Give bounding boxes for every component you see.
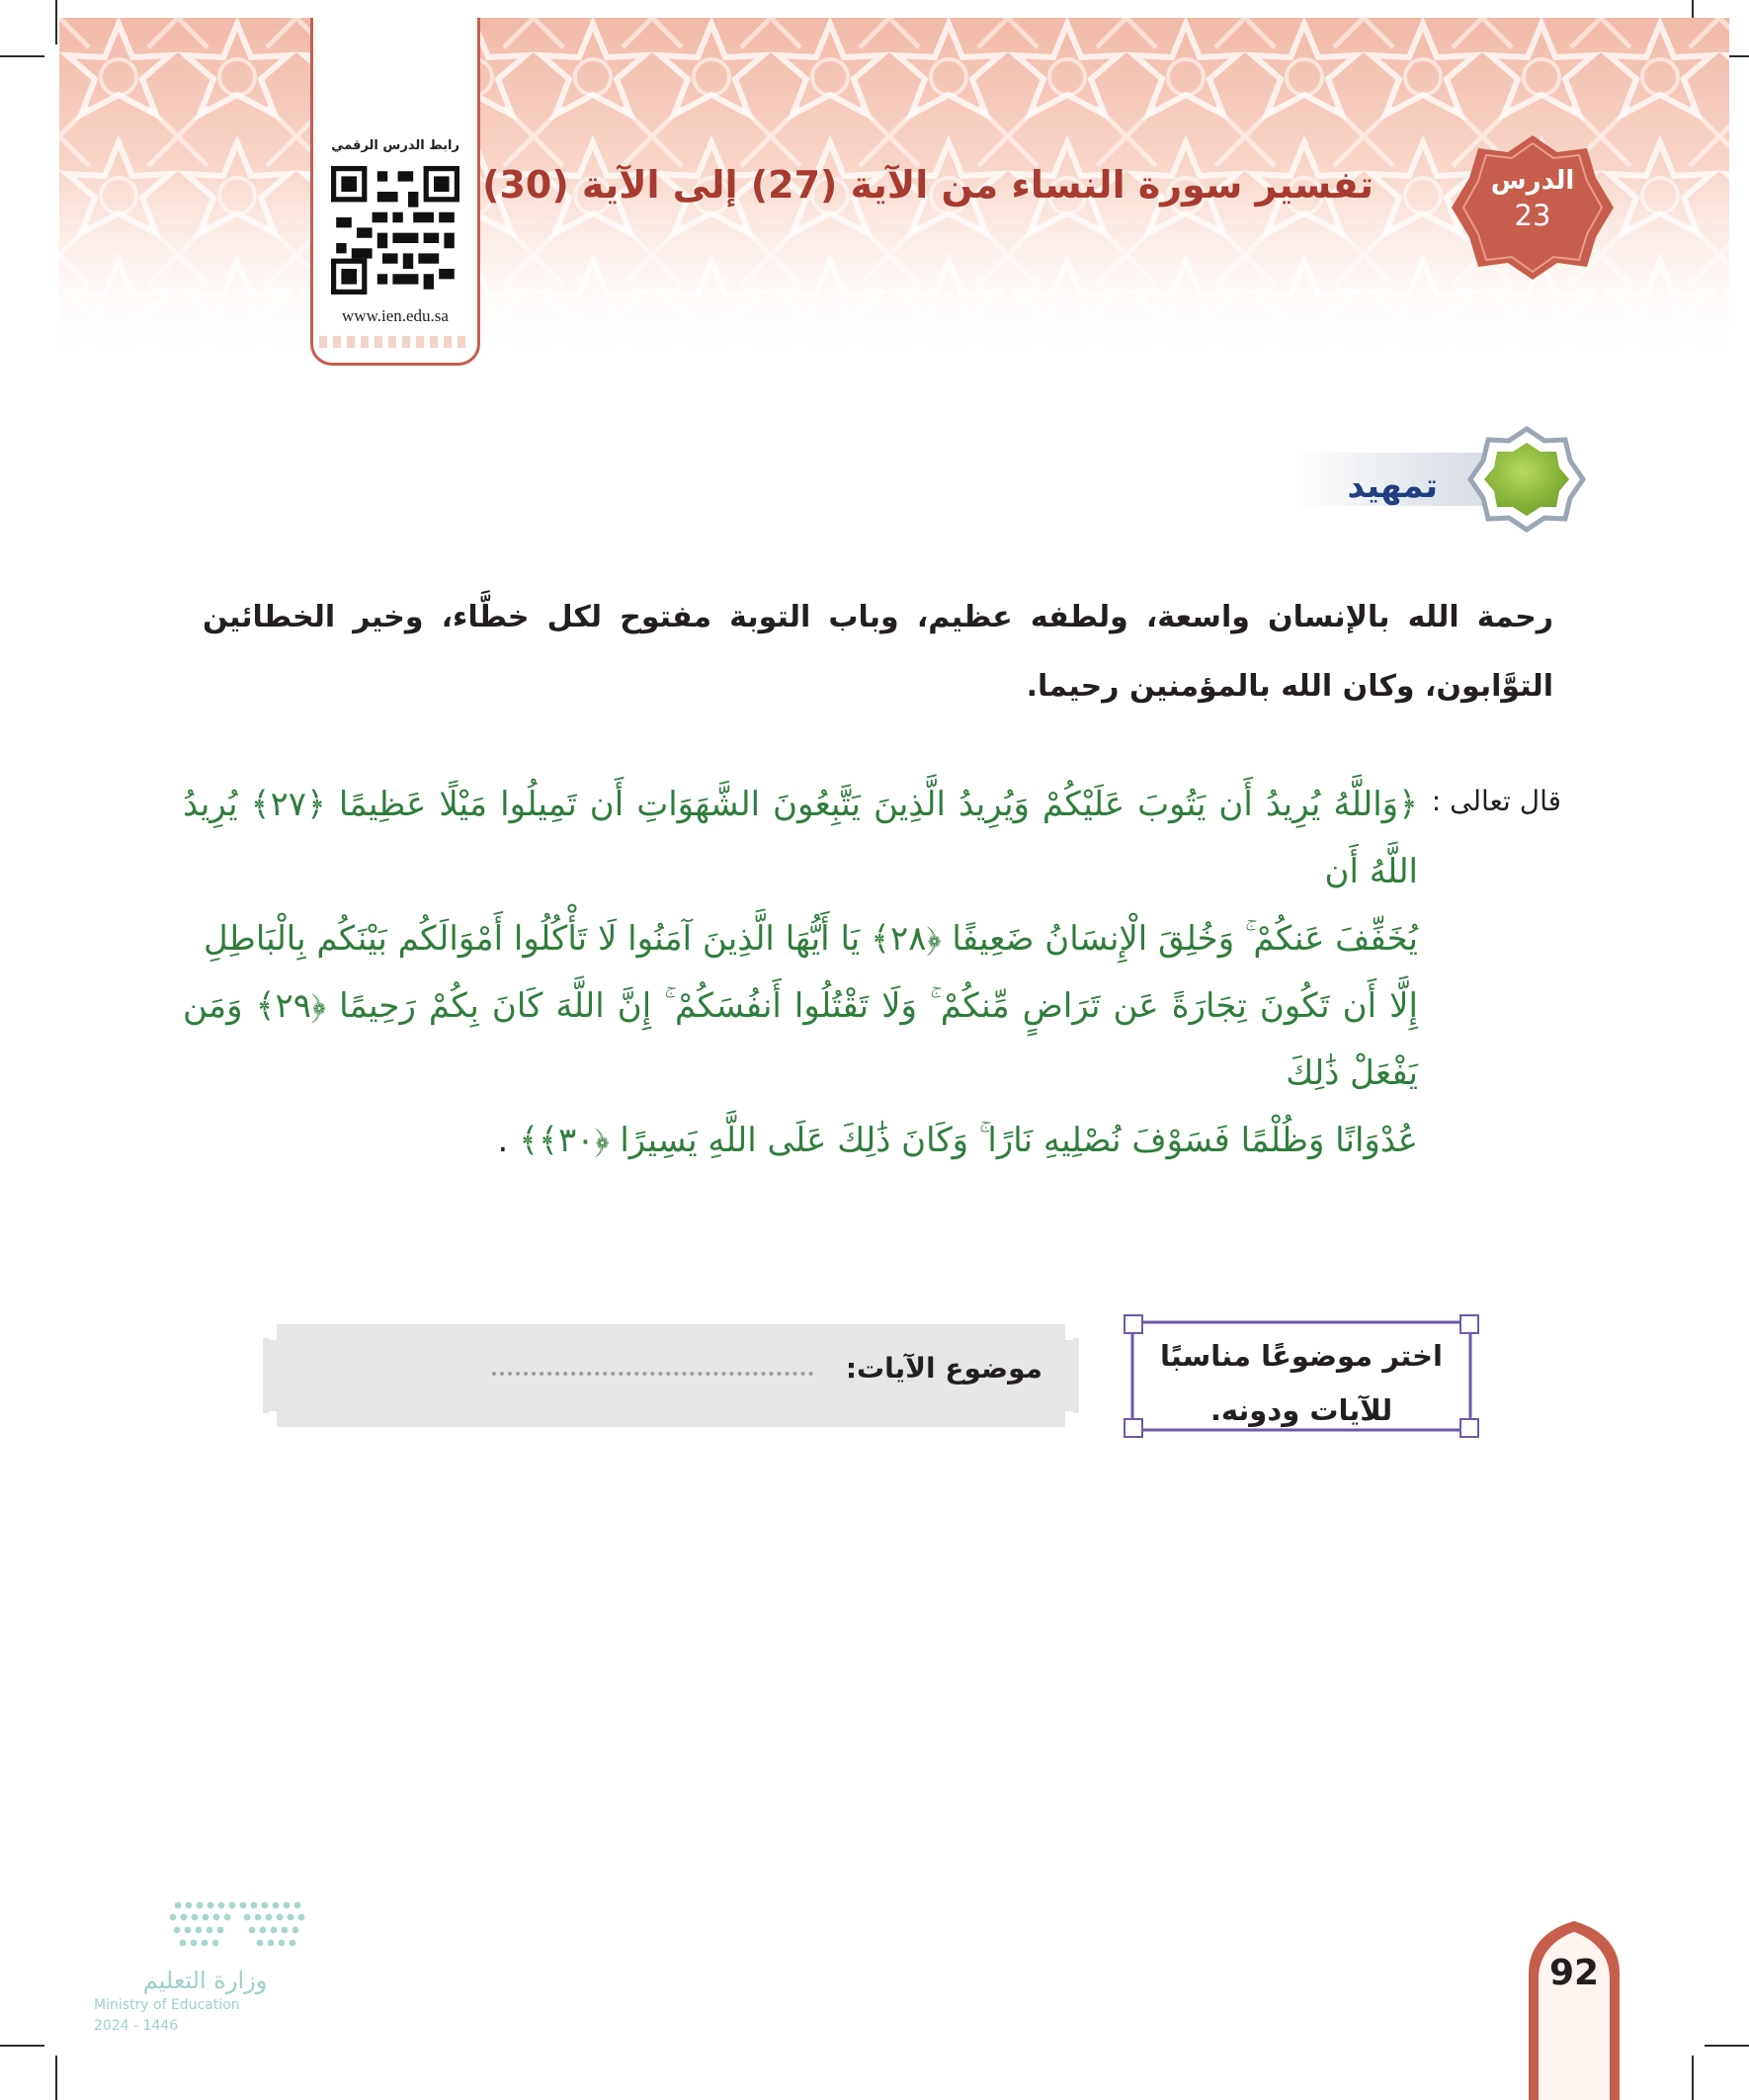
lesson-url[interactable]: www.ien.edu.sa (342, 306, 449, 325)
lesson-title: تفسير سورة النساء من الآية (27) إلى الآية (30) (482, 163, 1374, 207)
introduction-title: تمهيد (1347, 466, 1438, 506)
quran-line: إِلَّا أَن تَكُونَ تِجَارَةً عَن تَرَاضٍ مِّنكُمْ ۚ وَلَا تَقْتُلُوا أَنفُسَكُمْ ۚ إِنَّ اللَّهَ كَانَ بِكُمْ رَحِيمًا ﴿٢٩﴾ وَمَن يَفْعَلْ ذَٰلِكَ (183, 986, 1418, 1093)
quran-prefix: قال تعالى : (1431, 785, 1561, 817)
qr-card-footer-pattern (319, 336, 471, 348)
quran-verses (183, 771, 1418, 1174)
introduction-heading (1294, 425, 1586, 534)
answer-label: موضوع الآيات: (845, 1352, 1042, 1385)
ministry-name-english: Ministry of Education (94, 1997, 240, 2013)
quran-verses-block (183, 771, 1561, 1160)
ministry-year: 2024 - 1446 (94, 2018, 179, 2034)
lesson-badge (1450, 133, 1616, 282)
quran-line: ﴿وَاللَّهُ يُرِيدُ أَن يَتُوبَ عَلَيْكُمْ وَيُرِيدُ الَّذِينَ يَتَّبِعُونَ الشَّهَوَاتِ أَن تَمِيلُوا مَيْلًا عَظِيمًا ﴿٢٧﴾ يُرِيدُ اللَّهُ أَن (183, 785, 1419, 891)
quran-line (183, 1107, 1418, 1174)
ministry-logo (94, 1897, 316, 2041)
lesson-number: 23 (1514, 199, 1551, 232)
activity-instruction (1150, 1329, 1453, 1438)
lesson-label: الدرس (1490, 166, 1575, 196)
page-number-tab-shape (1526, 1919, 1623, 2100)
activity-answer-area[interactable] (255, 1322, 1087, 1429)
digital-lesson-label: رابط الدرس الرقمي (331, 138, 459, 153)
page-number-tab (1526, 1919, 1623, 2100)
quran-line-text: عُدْوَانًا وَظُلْمًا فَسَوْفَ نُصْلِيهِ نَارًا ۚ وَكَانَ ذَٰلِكَ عَلَى اللَّهِ يَسِيرًا ﴿٣٠﴾﴾ (519, 1121, 1418, 1160)
ministry-name-arabic: وزارة التعليم (142, 1967, 268, 1994)
introduction-text: رحمة الله بالإنسان واسعة، ولطفه عظيم، وباب التوبة مفتوح لكل خطَّاء، وخير الخطائين التوَّابون، وكان الله بالمؤمنين رحيما. (203, 600, 1553, 704)
activity-instruction-line: للآيات ودونه. (1209, 1393, 1393, 1427)
answer-line[interactable] (492, 1372, 813, 1376)
page-number: 92 (1548, 1953, 1600, 1993)
activity-instruction-line: اختر موضوعًا مناسبًا (1160, 1339, 1443, 1373)
activity-instruction-box (1115, 1309, 1488, 1443)
quran-line: يُخَفِّفَ عَنكُمْ ۚ وَخُلِقَ الْإِنسَانُ ضَعِيفًا ﴿٢٨﴾ يَا أَيُّهَا الَّذِينَ آمَنُوا لَا تَأْكُلُوا أَمْوَالَكُم بَيْنَكُم بِالْبَاطِلِ (204, 919, 1418, 959)
ministry-dots-icon (94, 1897, 316, 1967)
quran-end-mark: . (497, 1121, 509, 1160)
